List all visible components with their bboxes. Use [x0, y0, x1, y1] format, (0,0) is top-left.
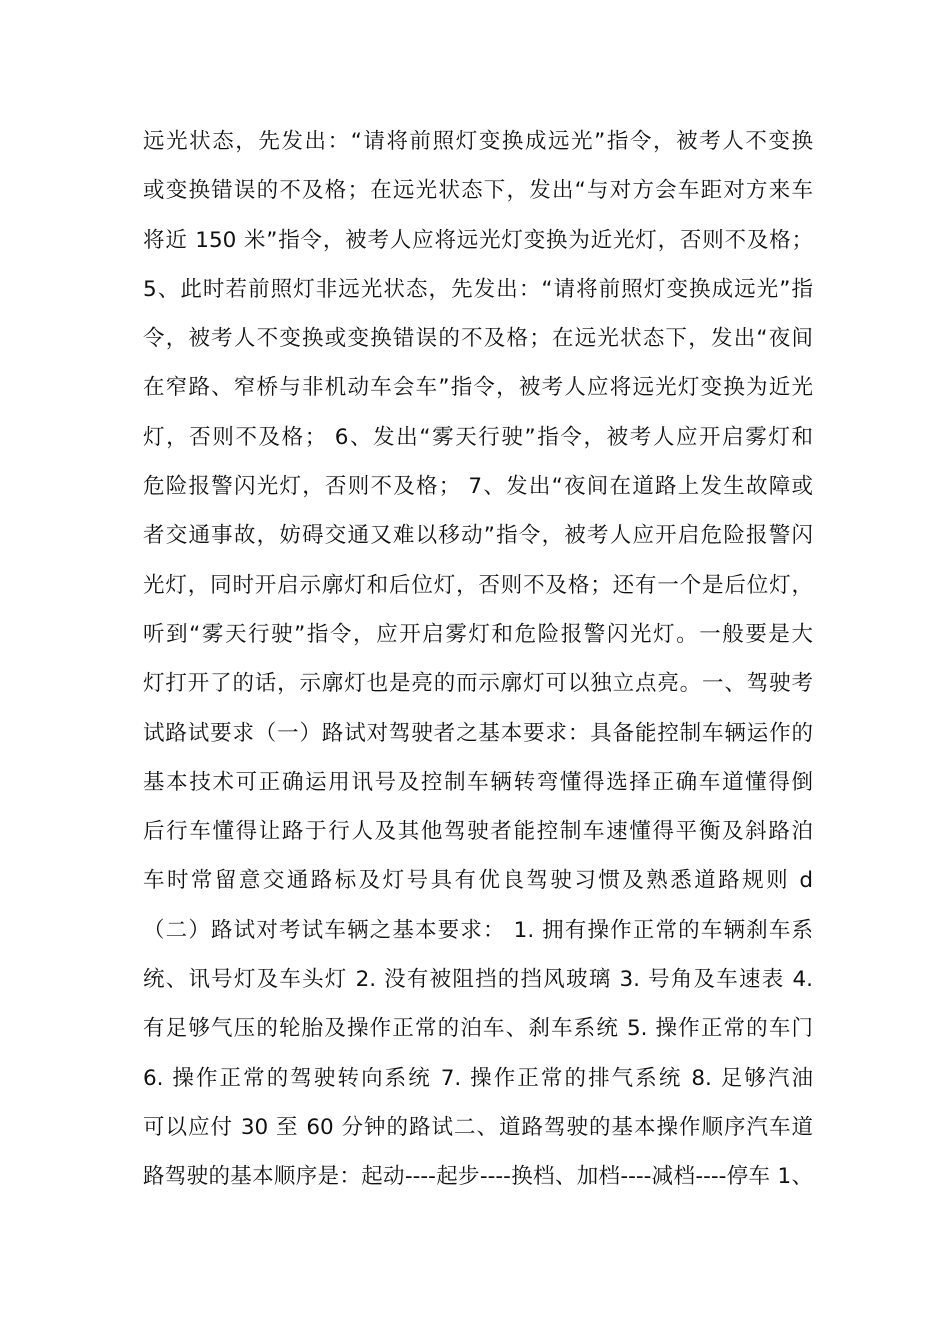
text-line-21: 可以应付 30 至 60 分钟的路试二、道路驾驶的基本操作顺序汽车道 [143, 1114, 813, 1140]
text-line-22: 路驾驶的基本顺序是：起动----起步----换档、加档----减档----停车 1、 [143, 1164, 813, 1190]
text-line-17: （二）路试对考试车辆之基本要求： 1. 拥有操作正常的车辆刹车系 [143, 917, 813, 943]
text-line-14: 基本技术可正确运用讯号及控制车辆转弯懂得选择正确车道懂得倒 [143, 769, 813, 795]
text-line-8: 危险报警闪光灯，否则不及格； 7、发出“夜间在道路上发生故障或 [143, 474, 813, 500]
text-line-11: 听到“雾天行驶”指令，应开启雾灯和危险报警闪光灯。一般要是大 [143, 621, 813, 647]
text-line-6: 在窄路、窄桥与非机动车会车”指令，被考人应将远光灯变换为近光 [143, 375, 813, 401]
text-line-16: 车时常留意交通路标及灯号具有优良驾驶习惯及熟悉道路规则 d [143, 868, 813, 894]
text-line-5: 令，被考人不变换或变换错误的不及格；在远光状态下，发出“夜间 [143, 326, 813, 352]
body-text [143, 117, 813, 1202]
text-line-7: 灯，否则不及格； 6、发出“雾天行驶”指令，被考人应开启雾灯和 [143, 424, 813, 450]
text-line-13: 试路试要求（一）路试对驾驶者之基本要求：具备能控制车辆运作的 [143, 720, 813, 746]
text-line-20: 6. 操作正常的驾驶转向系统 7. 操作正常的排气系统 8. 足够汽油 [143, 1065, 813, 1091]
text-line-3: 将近 150 米”指令，被考人应将远光灯变换为近光灯，否则不及格； [143, 227, 813, 253]
text-line-2: 或变换错误的不及格；在远光状态下，发出“与对方会车距对方来车 [143, 178, 813, 204]
text-line-1: 远光状态，先发出：“请将前照灯变换成远光”指令，被考人不变换 [143, 129, 813, 154]
text-line-10: 光灯，同时开启示廓灯和后位灯，否则不及格；还有一个是后位灯， [143, 572, 813, 598]
text-line-9: 者交通事故，妨碍交通又难以移动”指令，被考人应开启危险报警闪 [143, 523, 813, 549]
text-line-4: 5、此时若前照灯非远光状态，先发出：“请将前照灯变换成远光”指 [143, 276, 813, 302]
text-line-12: 灯打开了的话，示廓灯也是亮的而示廓灯可以独立点亮。一、驾驶考 [143, 671, 813, 697]
text-line-18: 统、讯号灯及车头灯 2. 没有被阻挡的挡风玻璃 3. 号角及车速表 4. [143, 967, 813, 993]
text-line-15: 后行车懂得让路于行人及其他驾驶者能控制车速懂得平衡及斜路泊 [143, 819, 813, 845]
text-line-19: 有足够气压的轮胎及操作正常的泊车、刹车系统 5. 操作正常的车门 [143, 1016, 813, 1042]
